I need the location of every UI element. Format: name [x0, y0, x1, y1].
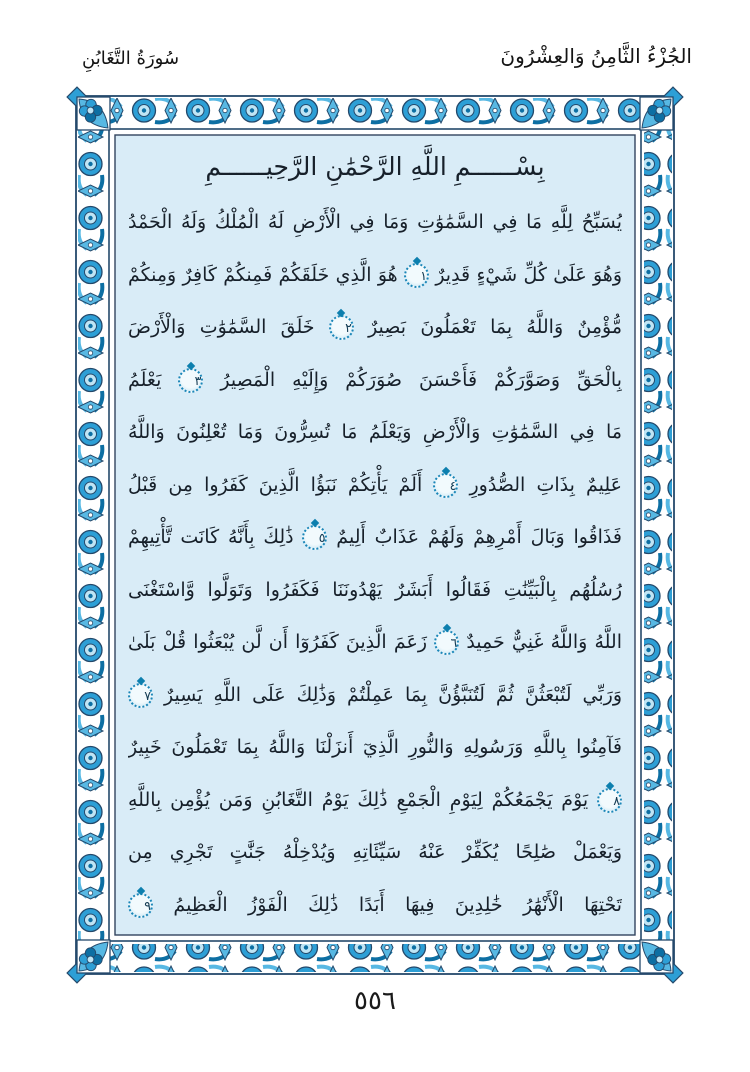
- quran-line: اللَّهُ وَاللَّهُ غَنِيٌّ حَمِيدٌ ٦ زَعَمَ الَّذِينَ كَفَرُوٓا أَن لَّن يُبْعَثُوا قُلْ بَلَىٰ: [128, 631, 622, 653]
- quran-line: يُسَبِّحُ لِلَّهِ مَا فِي السَّمَٰوَٰتِ وَمَا فِي الْأَرْضِ لَهُ الْمُلْكُ وَلَهُ الْحَمْدُ: [128, 211, 622, 233]
- surah-title: سُورَةُ التَّغَابُنِ: [82, 48, 180, 69]
- ayah-number-medallion: ٦: [434, 630, 459, 655]
- quran-line: وَرَبِّي لَتُبْعَثُنَّ ثُمَّ لَتُنَبَّؤُنَّ بِمَا عَمِلْتُمْ وَذَٰلِكَ عَلَى اللَّهِ يَسِيرٌ ٧: [128, 669, 622, 722]
- quran-line: وَهُوَ عَلَىٰ كُلِّ شَيْءٍ قَدِيرٌ ١ هُوَ الَّذِي خَلَقَكُمْ فَمِنكُمْ كَافِرٌ وَمِنكُمْ: [128, 263, 622, 286]
- quran-line: تَحْتِهَا الْأَنْهَٰرُ خَٰلِدِينَ فِيهَا أَبَدًا ذَٰلِكَ الْفَوْزُ الْعَظِيمُ ٩: [128, 879, 622, 932]
- ayah-number-medallion: ٤: [433, 473, 458, 498]
- quran-line: ٨ يَوْمَ يَجْمَعُكُمْ لِيَوْمِ الْجَمْعِ ذَٰلِكَ يَوْمُ التَّغَابُنِ وَمَن يُؤْمِن بِاللَّهِ: [128, 788, 620, 811]
- page-number: ٥٥٦: [354, 986, 396, 1016]
- quran-line: مُّؤْمِنٌ وَاللَّهُ بِمَا تَعْمَلُونَ بَصِيرٌ ٢ خَلَقَ السَّمَٰوَٰتِ وَالْأَرْضَ: [128, 316, 622, 338]
- ayah-number-medallion: ١: [404, 263, 429, 288]
- quran-line: عَلِيمٌ بِذَاتِ الصُّدُورِ ٤ أَلَمْ يَأْتِكُمْ نَبَؤُا الَّذِينَ كَفَرُوا مِن قَبْلُ: [128, 473, 622, 496]
- ayah-number-medallion: ٣: [178, 368, 203, 393]
- quran-line: فَذَاقُوا وَبَالَ أَمْرِهِمْ وَلَهُمْ عَذَابٌ أَلِيمٌ ٥ ذَٰلِكَ بِأَنَّهُ كَانَت تَّأْتِيهِمْ: [128, 526, 622, 548]
- quran-text-block: [118, 138, 632, 932]
- quran-line: رُسُلُهُم بِالْبَيِّنَٰتِ فَقَالُوا أَبَشَرٌ يَهْدُونَنَا فَكَفَرُوا وَتَوَلَّوا وَّاسْتَغْنَى: [128, 578, 622, 601]
- quran-line: بِالْحَقِّ وَصَوَّرَكُمْ فَأَحْسَنَ صُوَرَكُمْ وَإِلَيْهِ الْمَصِيرُ ٣ يَعْلَمُ: [128, 368, 622, 391]
- ayah-number-medallion: ٩: [128, 893, 153, 918]
- ayah-number-medallion: ٨: [597, 788, 622, 813]
- ayah-number-medallion: ٧: [128, 683, 153, 708]
- ayah-number-medallion: ٥: [302, 525, 327, 550]
- quran-line: مَا فِي السَّمَٰوَٰتِ وَالْأَرْضِ وَيَعْلَمُ مَا تُسِرُّونَ وَمَا تُعْلِنُونَ وَاللَّهُ: [128, 421, 622, 443]
- bismillah: بِسْــــــمِ اللَّهِ الرَّحْمَٰنِ الرَّحِيــــــمِ: [205, 152, 545, 181]
- quran-line: فَآمِنُوا بِاللَّهِ وَرَسُولِهِ وَالنُّورِ الَّذِيٓ أَنزَلْنَا وَاللَّهُ بِمَا تَعْمَلُونَ خَبِيرٌ: [128, 736, 622, 758]
- quran-line: وَيَعْمَلْ صَٰلِحًا يُكَفِّرْ عَنْهُ سَيِّئَاتِهِ وَيُدْخِلْهُ جَنَّٰتٍ تَجْرِي مِن: [128, 841, 622, 863]
- ayah-number-medallion: ٢: [329, 315, 354, 340]
- juz-title: الجُزْءُ الثَّامِنُ وَالعِشْرُونَ: [500, 44, 692, 68]
